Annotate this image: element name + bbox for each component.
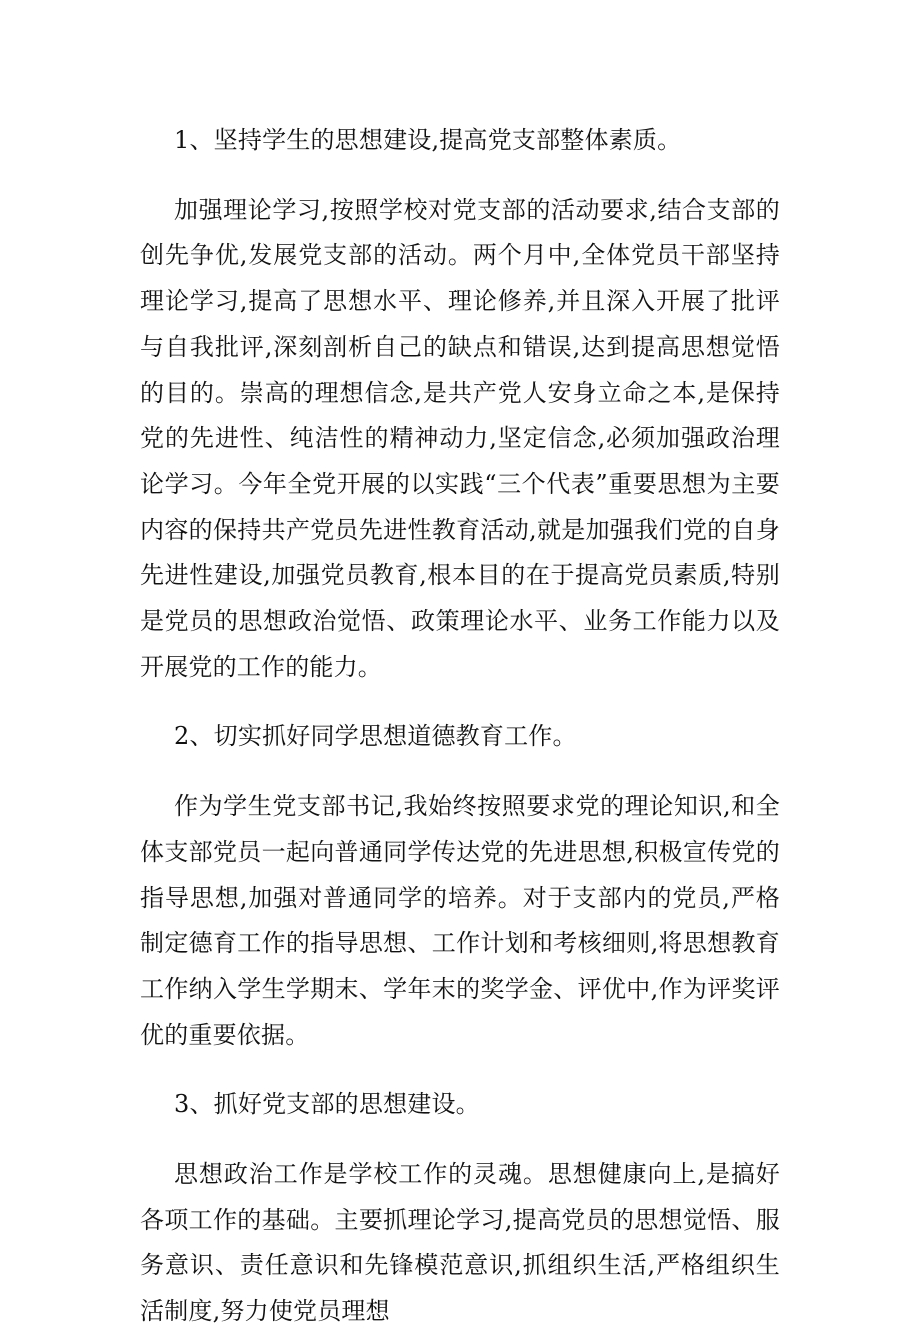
section-1-body: 加强理论学习,按照学校对党支部的活动要求,结合支部的创先争优,发展党支部的活动。两个月中,全体党员干部坚持理论学习,提高了思想水平、理论修养,并且深入开展了批评与自我批评,深刻剖析自己的缺点和错误,达到提高思想觉悟的目的。崇高的理想信念,是共产党人安身立命之本,是保持党的先进性、纯洁性的精神动力,坚定信念,必须加强政治理论学习。今年全党开展的以实践“三个代表”重要思想为主要内容的保持共产党员先进性教育活动,就是加强我们党的自身先进性建设,加强党员教育,根本目的在于提高党员素质,特别是党员的思想政治觉悟、政策理论水平、业务工作能力以及开展党的工作的能力。 bbox=[140, 195, 780, 681]
section-3-body: 思想政治工作是学校工作的灵魂。思想健康向上,是搞好各项工作的基础。主要抓理论学习,提高党员的思想觉悟、服务意识、责任意识和先锋模范意识,抓组织生活,严格组织生活制度,努力使党员理想 bbox=[140, 1160, 780, 1326]
section-2-heading: 2、切实抓好同学思想道德教育工作。 bbox=[174, 722, 577, 751]
section-1-heading: 1、坚持学生的思想建设,提高党支部整体素质。 bbox=[174, 126, 682, 154]
section-2-body: 作为学生党支部书记,我始终按照要求党的理论知识,和全体支部党员一起向普通同学传达党的先进思想,积极宣传党的指导思想,加强对普通同学的培养。对于支部内的党员,严格制定德育工作的指导思想、工作计划和考核细则,将思想教育工作纳入学生学期末、学年末的奖学金、评优中,作为评奖评优的重要依据。 bbox=[140, 792, 780, 1049]
section-3-heading: 3、抓好党支部的思想建设。 bbox=[174, 1090, 480, 1119]
